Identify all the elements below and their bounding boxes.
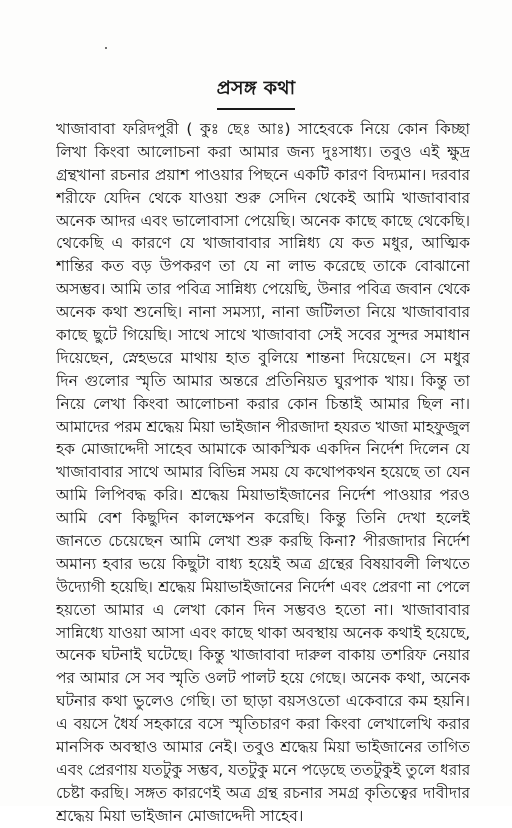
text-line: খাজাবাবা ফরিদপুরী ( কুঃ ছেঃ আঃ) সাহেবকে নিয়ে কোন কিচ্ছা	[56, 120, 470, 138]
text-line: দিয়েছেন, স্নেহভরে মাথায় হাত বুলিয়ে শান্তনা দিয়েছেন। সে মধুর	[56, 348, 470, 367]
text-line: অসম্ভব। আমি তার পবিত্র সান্নিধ্য পেয়েছি, উনার পবিত্র জবান থেকে	[56, 280, 470, 299]
text-line: নিয়ে লেখা কিংবা আলোচনা করার কোন চিন্তাই আমার ছিল না।	[56, 394, 470, 413]
text-line: উদ্যোগী হয়েছি। শ্রদ্ধেয় মিয়াভাইজানের নির্দেশ এবং প্রেরণা না পেলে	[56, 577, 470, 596]
title-container	[0, 74, 512, 110]
text-line: আমাদের পরম শ্রদ্ধেয় মিয়া ভাইজান পীরজাদা হযরত খাজা মাহফুজুল	[56, 417, 470, 436]
page-title: প্রসঙ্গ কথা	[217, 74, 296, 110]
text-line: সান্নিধ্যে যাওয়া আসা এবং কাছে থাকা অবস্থায় অনেক কথাই হয়েছে,	[56, 623, 470, 642]
text-line: অমান্য হবার ভয়ে কিছুটা বাধ্য হয়েই অত্র গ্রন্থের বিষয়াবলী লিখতে	[56, 554, 470, 573]
text-line: লিখা কিংবা আলোচনা করা আমার জন্য দুঃসাধ্য। তবুও এই ক্ষুদ্র	[56, 142, 470, 161]
text-line: হক মোজাদ্দেদী সাহেব আমাকে আকস্মিক একদিন নির্দেশ দিলেন যে	[56, 440, 470, 459]
text-line: থেকেছি এ কারণে যে খাজাবাবার সান্নিধ্য যে কত মধুর, আত্মিক	[56, 234, 470, 253]
text-line: অনেক ঘটনাই ঘটেছে। কিন্তু খাজাবাবা দারুল বাকায় তশরিফ নেয়ার	[56, 646, 470, 665]
text-line: মানসিক অবস্থাও আমার নেই। তবুও শ্রদ্ধেয় মিয়া ভাইজানের তাগিত	[56, 738, 470, 757]
text-line: অনেক কথা শুনেছি। নানা সমস্যা, নানা জটিলতা নিয়ে খাজাবাবার	[56, 303, 470, 322]
text-line: খাজাবাবার সাথে আমার বিভিন্ন সময় যে কথোপকথন হয়েছে তা যেন	[56, 463, 470, 482]
text-line: কাছে ছুটে গিয়েছি। সাথে সাথে খাজাবাবা সেই সবের সুন্দর সমাধান	[56, 326, 470, 345]
text-line: হয়তো আমার এ লেখা কোন দিন সম্ভবও হতো না। খাজাবাবার	[56, 600, 470, 619]
text-line: চেষ্টা করছি। সঙ্গত কারণেই অত্র গ্রন্থ রচনার সমগ্র কৃতিত্বের দাবীদার	[56, 783, 470, 802]
text-line: অনেক আদর এবং ভালোবাসা পেয়েছি। অনেক কাছে কাছে থেকেছি।	[56, 211, 470, 230]
text-line: পর আমার সে সব স্মৃতি ওলট পালট হয়ে গেছে। অনেক কথা, অনেক	[56, 669, 470, 688]
text-line: গ্রন্থখানা রচনার প্রয়াশ পাওয়ার পিছনে একটি কারণ বিদ্যমান। দরবার	[56, 165, 470, 184]
paper-speck	[105, 47, 107, 49]
body-text	[56, 118, 470, 828]
text-line: শান্তির কত বড় উপকরণ তা যে না লাভ করেছে তাকে বোঝানো	[56, 257, 470, 276]
text-line: এ বয়সে ধৈর্য সহকারে বসে স্মৃতিচারণ করা কিংবা লেখালেখি করার	[56, 715, 470, 734]
text-line: জানতে চেয়েছেন আমি লেখা শুরু করছি কিনা? পীরজাদার নির্দেশ	[56, 532, 470, 551]
text-line: আমি লিপিবদ্ধ করি। শ্রদ্ধেয় মিয়াভাইজানের নির্দেশ পাওয়ার পরও	[56, 486, 470, 505]
text-line: শ্রদ্ধেয় মিয়া ভাইজান মোজাদ্দেদী সাহেব।	[56, 806, 304, 825]
text-line: দিন গুলোর স্মৃতি আমার অন্তরে প্রতিনিয়ত ঘুরপাক খায়। কিন্তু তা	[56, 371, 470, 390]
text-line: শরীফে যেদিন থেকে যাওয়া শুরু সেদিন থেকেই আমি খাজাবাবার	[56, 188, 470, 207]
text-line: এবং প্রেরণায় যতটুকু সম্ভব, যতটুকু মনে পড়েছে ততটুকুই তুলে ধরার	[56, 760, 470, 779]
text-line: আমি বেশ কিছুদিন কালক্ষেপন করেছি। কিন্তু তিনি দেখা হলেই	[56, 509, 470, 528]
text-line: ঘটনার কথা ভুলেও গেছি। তা ছাড়া বয়সওতো একেবারে কম হয়নি।	[56, 692, 470, 711]
